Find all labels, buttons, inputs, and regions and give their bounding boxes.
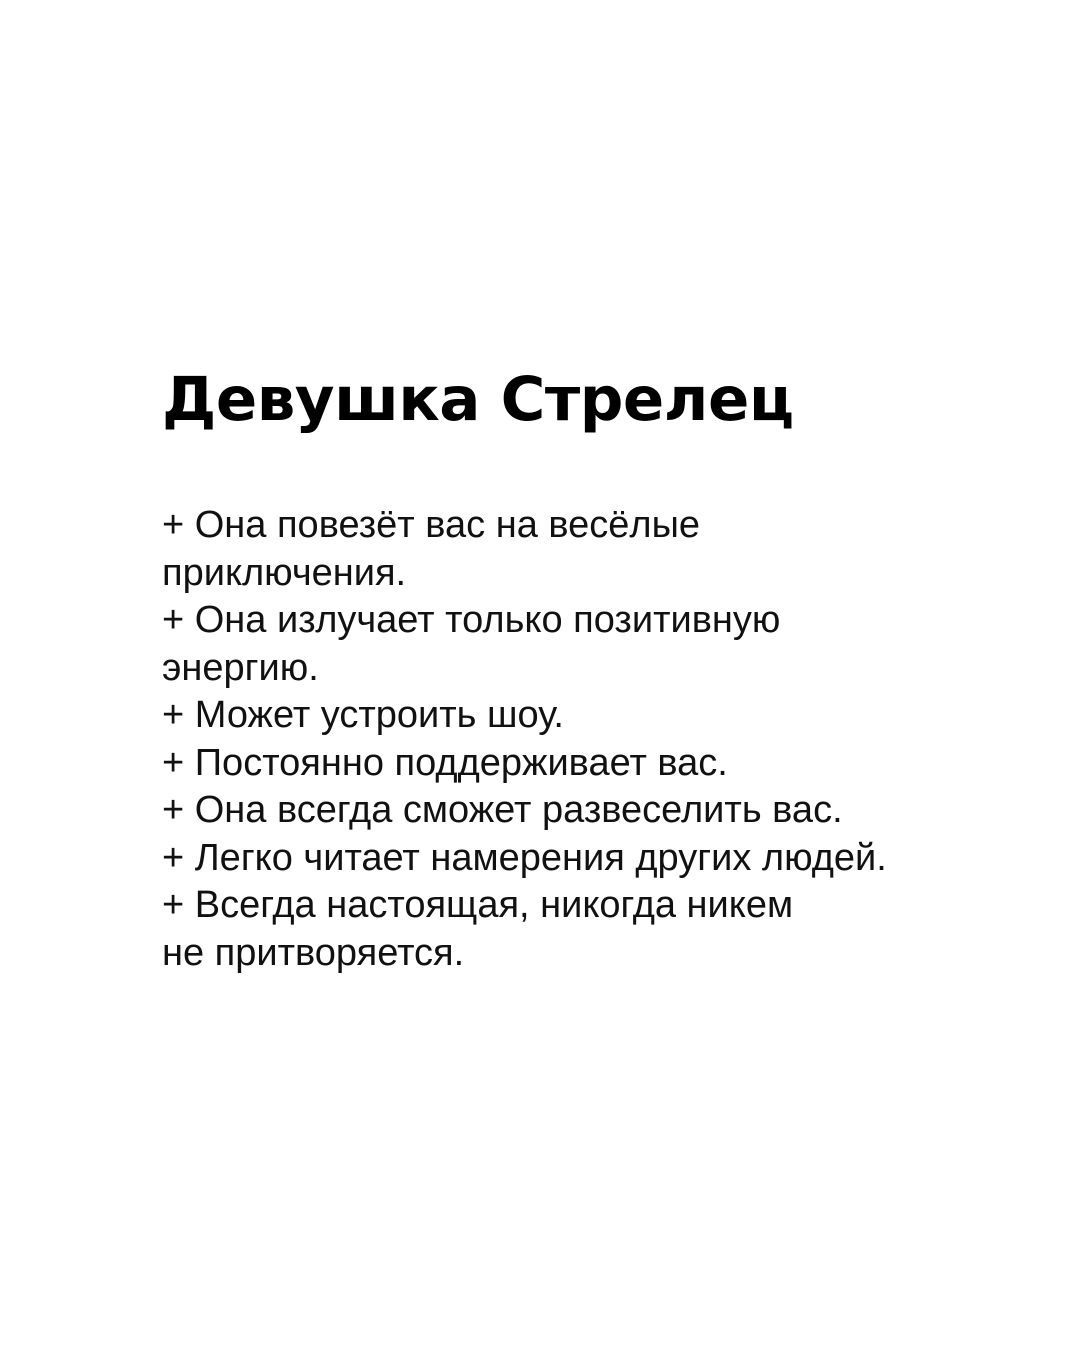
- list-item-line: + Она повезёт вас на весёлые: [162, 504, 701, 546]
- list-item-line: + Она всегда сможет развеселить вас.: [162, 789, 843, 831]
- list-item: [162, 502, 962, 597]
- traits-list: [162, 502, 962, 977]
- list-item: [162, 740, 962, 788]
- list-item-line: + Всегда настоящая, никогда никем: [162, 884, 794, 926]
- list-item: [162, 835, 962, 883]
- list-item-line: + Постоянно поддерживает вас.: [162, 741, 728, 784]
- list-item: [162, 882, 962, 977]
- list-item: [162, 787, 962, 835]
- list-item-line: + Может устроить шоу.: [162, 694, 564, 736]
- list-item-line: не притворяется.: [162, 931, 465, 974]
- list-item-line: + Она излучает только позитивную: [162, 599, 781, 641]
- list-item-line: приключения.: [162, 551, 407, 594]
- list-item: [162, 597, 962, 692]
- list-item-line: энергию.: [162, 646, 319, 689]
- list-item-line: + Легко читает намерения других людей.: [162, 836, 887, 879]
- page-title: Девушка Стрелец: [162, 364, 794, 435]
- list-item: [162, 692, 962, 740]
- post-content: [162, 360, 962, 977]
